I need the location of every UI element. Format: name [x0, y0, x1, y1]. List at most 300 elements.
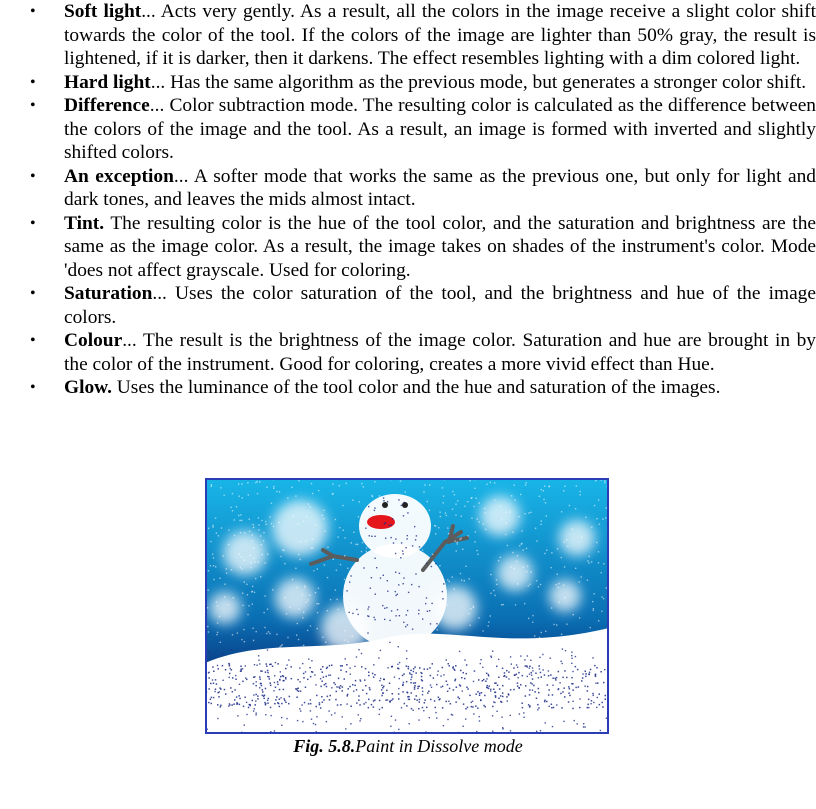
dissolve-speckle	[598, 499, 599, 500]
dissolve-speckle	[566, 624, 567, 625]
dissolve-speckle	[210, 565, 211, 566]
dissolve-speckle	[492, 706, 494, 708]
dissolve-speckle	[303, 521, 304, 522]
dissolve-speckle	[602, 706, 604, 708]
dissolve-speckle	[267, 702, 269, 704]
dissolve-speckle	[521, 703, 523, 705]
dissolve-speckle	[271, 503, 272, 504]
dissolve-speckle	[398, 693, 400, 695]
dissolve-speckle	[369, 689, 371, 691]
dissolve-speckle	[532, 689, 533, 690]
dissolve-speckle	[561, 661, 562, 662]
dissolve-speckle	[524, 513, 525, 514]
dissolve-speckle	[463, 703, 465, 705]
dissolve-speckle	[279, 679, 281, 681]
dissolve-speckle	[593, 695, 594, 696]
dissolve-speckle	[462, 646, 463, 647]
dissolve-speckle	[285, 668, 287, 670]
dissolve-speckle	[596, 667, 598, 669]
dissolve-speckle	[482, 680, 484, 682]
dissolve-speckle	[231, 669, 233, 671]
dissolve-speckle	[217, 622, 218, 623]
dissolve-speckle	[524, 603, 525, 604]
dissolve-speckle	[389, 620, 390, 621]
dissolve-speckle	[342, 665, 344, 667]
dissolve-speckle	[273, 488, 274, 489]
dissolve-speckle	[435, 712, 436, 713]
dissolve-speckle	[585, 671, 587, 673]
dissolve-speckle	[213, 565, 214, 566]
dissolve-speckle	[479, 521, 480, 522]
dissolve-speckle	[255, 714, 256, 715]
dissolve-speckle	[589, 556, 590, 557]
dissolve-speckle	[579, 645, 580, 646]
dissolve-speckle	[398, 584, 399, 585]
dissolve-speckle	[402, 691, 404, 693]
dissolve-speckle	[495, 695, 497, 697]
dissolve-speckle	[241, 556, 242, 557]
dissolve-speckle	[333, 682, 335, 684]
dissolve-speckle	[455, 540, 456, 541]
dissolve-speckle	[585, 676, 587, 678]
dissolve-speckle	[449, 581, 450, 582]
dissolve-speckle	[296, 634, 297, 635]
dissolve-speckle	[399, 678, 400, 679]
dissolve-speckle	[592, 693, 594, 695]
dissolve-speckle	[241, 639, 242, 640]
dissolve-speckle	[422, 707, 424, 709]
dissolve-speckle	[261, 520, 262, 521]
dissolve-speckle	[484, 512, 485, 513]
dissolve-speckle	[236, 704, 237, 705]
dissolve-speckle	[558, 583, 559, 584]
dissolve-speckle	[601, 611, 602, 612]
dissolve-speckle	[259, 481, 260, 482]
dissolve-speckle	[509, 511, 510, 512]
dissolve-speckle	[510, 656, 511, 657]
dissolve-speckle	[270, 707, 272, 709]
dissolve-speckle	[373, 676, 375, 678]
dissolve-speckle	[327, 696, 329, 698]
dissolve-speckle	[579, 707, 581, 709]
dissolve-speckle	[537, 704, 539, 706]
dissolve-speckle	[255, 700, 256, 701]
dissolve-speckle	[455, 701, 457, 703]
dissolve-speckle	[488, 621, 489, 622]
dissolve-speckle	[407, 696, 409, 698]
dissolve-speckle	[431, 566, 432, 567]
dissolve-speckle	[234, 689, 236, 691]
dissolve-speckle	[564, 670, 566, 672]
dissolve-speckle	[588, 707, 589, 708]
dissolve-speckle	[366, 551, 367, 552]
dissolve-speckle	[451, 637, 452, 638]
dissolve-speckle	[406, 658, 407, 659]
dissolve-speckle	[603, 563, 604, 564]
dissolve-speckle	[382, 707, 384, 709]
dissolve-speckle	[232, 691, 234, 693]
dissolve-speckle	[363, 703, 365, 705]
dissolve-speckle	[407, 692, 409, 694]
dissolve-speckle	[297, 690, 299, 692]
dissolve-speckle	[424, 484, 425, 485]
item-description: A softer mode that works the same as the previous one, but only for light and dark tones, and leaves the mids almost intact.	[64, 165, 816, 210]
dissolve-speckle	[584, 726, 585, 727]
dissolve-speckle	[531, 672, 533, 674]
dissolve-speckle	[255, 482, 256, 483]
dissolve-speckle	[485, 681, 487, 683]
dissolve-speckle	[563, 584, 564, 585]
dissolve-speckle	[358, 614, 359, 615]
dissolve-speckle	[208, 688, 210, 690]
dissolve-speckle	[224, 689, 226, 691]
dissolve-speckle	[253, 527, 254, 528]
dissolve-speckle	[272, 666, 274, 668]
dissolve-speckle	[488, 625, 489, 626]
dissolve-speckle	[275, 687, 277, 689]
dissolve-speckle	[507, 545, 508, 546]
dissolve-speckle	[289, 696, 291, 698]
dissolve-speckle	[587, 704, 589, 706]
dissolve-speckle	[605, 698, 607, 700]
dissolve-speckle	[371, 495, 372, 496]
dissolve-speckle	[576, 485, 577, 486]
dissolve-speckle	[233, 597, 234, 598]
dissolve-speckle	[553, 624, 554, 625]
dissolve-speckle	[361, 653, 362, 654]
dissolve-speckle	[366, 693, 368, 695]
dissolve-speckle	[310, 703, 312, 705]
dissolve-speckle	[502, 727, 503, 728]
dissolve-speckle	[254, 708, 255, 709]
dissolve-speckle	[422, 680, 424, 682]
dissolve-speckle	[597, 682, 599, 684]
dissolve-speckle	[605, 695, 607, 697]
dissolve-speckle	[340, 665, 342, 667]
dissolve-speckle	[374, 674, 376, 676]
dissolve-speckle	[372, 673, 374, 675]
dissolve-speckle	[594, 634, 595, 635]
dissolve-speckle	[543, 490, 544, 491]
dissolve-speckle	[240, 567, 241, 568]
dissolve-speckle	[486, 673, 488, 675]
dissolve-speckle	[374, 536, 375, 537]
dissolve-speckle	[303, 612, 304, 613]
dissolve-speckle	[332, 493, 333, 494]
dissolve-speckle	[541, 632, 542, 633]
dissolve-speckle	[571, 655, 572, 656]
dissolve-speckle	[520, 494, 521, 495]
dissolve-speckle	[454, 589, 455, 590]
dissolve-speckle	[558, 688, 560, 690]
dissolve-speckle	[568, 692, 570, 694]
dissolve-speckle	[391, 524, 392, 525]
dissolve-speckle	[331, 665, 333, 667]
dissolve-speckle	[381, 685, 383, 687]
dissolve-speckle	[231, 569, 232, 570]
dissolve-speckle	[375, 594, 376, 595]
snowflake-blob	[275, 578, 315, 618]
dissolve-speckle	[567, 546, 568, 547]
dissolve-speckle	[555, 679, 557, 681]
dissolve-speckle	[331, 714, 332, 715]
dissolve-speckle	[445, 513, 446, 514]
dissolve-speckle	[363, 486, 364, 487]
dissolve-speckle	[401, 505, 402, 506]
dissolve-speckle	[236, 506, 237, 507]
dissolve-speckle	[353, 532, 354, 533]
dissolve-speckle	[532, 622, 533, 623]
dissolve-speckle	[594, 593, 595, 594]
dissolve-speckle	[243, 629, 244, 630]
dissolve-speckle	[258, 561, 259, 562]
dissolve-speckle	[213, 683, 215, 685]
dissolve-speckle	[238, 515, 239, 516]
dissolve-speckle	[407, 610, 408, 611]
dissolve-speckle	[538, 688, 540, 690]
dissolve-speckle	[391, 610, 392, 611]
dissolve-speckle	[384, 608, 385, 609]
dissolve-speckle	[299, 681, 300, 682]
dissolve-speckle	[498, 677, 500, 679]
dissolve-speckle	[210, 541, 211, 542]
dissolve-speckle	[551, 607, 552, 608]
dissolve-speckle	[562, 691, 564, 693]
dissolve-speckle	[288, 703, 290, 705]
dissolve-speckle	[277, 702, 279, 704]
dissolve-speckle	[358, 649, 359, 650]
dissolve-speckle	[383, 497, 384, 498]
dissolve-speckle	[361, 551, 362, 552]
dissolve-speckle	[310, 710, 311, 711]
dissolve-speckle	[578, 686, 580, 688]
dissolve-speckle	[249, 531, 250, 532]
dissolve-speckle	[346, 703, 347, 704]
dissolve-speckle	[207, 626, 208, 627]
dissolve-speckle	[358, 714, 359, 715]
dissolve-speckle	[537, 709, 538, 710]
figure-number: Fig. 5.8.	[293, 736, 356, 756]
dissolve-speckle	[461, 516, 462, 517]
dissolve-speckle	[467, 501, 468, 502]
dissolve-speckle	[361, 483, 362, 484]
dissolve-speckle	[248, 494, 249, 495]
dissolve-speckle	[455, 504, 456, 505]
dissolve-speckle	[395, 553, 396, 554]
dissolve-speckle	[251, 562, 252, 563]
dissolve-speckle	[338, 536, 339, 537]
dissolve-speckle	[514, 674, 516, 676]
dissolve-speckle	[250, 555, 251, 556]
dissolve-speckle	[303, 673, 305, 675]
dissolve-speckle	[323, 699, 325, 701]
dissolve-speckle	[432, 554, 433, 555]
dissolve-speckle	[325, 683, 327, 685]
dissolve-speckle	[390, 537, 391, 538]
dissolve-speckle	[344, 678, 346, 680]
dissolve-speckle	[442, 707, 444, 709]
dissolve-speckle	[447, 527, 448, 528]
dissolve-speckle	[503, 676, 505, 678]
dissolve-speckle	[220, 642, 221, 643]
dissolve-speckle	[571, 658, 572, 659]
figure-caption-text: Paint in Dissolve mode	[355, 736, 523, 756]
dissolve-speckle	[531, 675, 532, 676]
dissolve-speckle	[254, 592, 255, 593]
dissolve-speckle	[283, 689, 285, 691]
dissolve-speckle	[315, 724, 316, 725]
dissolve-speckle	[268, 676, 270, 678]
dissolve-speckle	[411, 676, 413, 678]
dissolve-speckle	[539, 637, 540, 638]
dissolve-speckle	[512, 532, 513, 533]
dissolve-speckle	[461, 538, 462, 539]
dissolve-speckle	[545, 722, 546, 723]
dissolve-speckle	[356, 656, 357, 657]
dissolve-speckle	[274, 730, 275, 731]
dissolve-speckle	[266, 487, 267, 488]
item-description: Acts very gently. As a result, all the colors in the image receive a slight color shift towards the color of the tool. If the colors of the image are lighter than 50% gray, the result is lightened, if it is darker, then it darkens. The effect resembles lighting with a dim colored light.	[64, 1, 816, 69]
dissolve-speckle	[234, 699, 236, 701]
dissolve-speckle	[239, 698, 241, 700]
dissolve-speckle	[486, 484, 487, 485]
dissolve-speckle	[279, 689, 281, 691]
dissolve-speckle	[262, 695, 264, 697]
dissolve-speckle	[520, 684, 522, 686]
dissolve-speckle	[562, 663, 563, 664]
dissolve-speckle	[416, 695, 418, 697]
dissolve-speckle	[297, 720, 298, 721]
dissolve-speckle	[419, 701, 421, 703]
dissolve-speckle	[484, 508, 485, 509]
term-label: Saturation	[64, 283, 153, 304]
dissolve-speckle	[494, 482, 495, 483]
dissolve-speckle	[591, 700, 593, 702]
dissolve-speckle	[508, 678, 509, 679]
dissolve-speckle	[252, 700, 254, 702]
dissolve-speckle	[447, 691, 449, 693]
dissolve-speckle	[514, 485, 515, 486]
dissolve-speckle	[356, 702, 358, 704]
dissolve-speckle	[258, 660, 259, 661]
dissolve-speckle	[596, 707, 597, 708]
dissolve-speckle	[392, 666, 394, 668]
dissolve-speckle	[532, 667, 533, 668]
dissolve-speckle	[326, 721, 327, 722]
dissolve-speckle	[471, 702, 472, 703]
dissolve-speckle	[529, 689, 531, 691]
dissolve-speckle	[398, 499, 399, 500]
dissolve-speckle	[386, 607, 387, 608]
dissolve-speckle	[436, 717, 437, 718]
dissolve-speckle	[448, 663, 450, 665]
dissolve-speckle	[244, 641, 245, 642]
dissolve-speckle	[544, 486, 545, 487]
dissolve-speckle	[595, 480, 596, 481]
dissolve-speckle	[368, 606, 369, 607]
dissolve-speckle	[496, 579, 497, 580]
dissolve-speckle	[232, 677, 234, 679]
dissolve-speckle	[253, 694, 254, 695]
dissolve-speckle	[563, 721, 564, 722]
dissolve-speckle	[582, 677, 584, 679]
dissolve-speckle	[535, 673, 537, 675]
dissolve-speckle	[442, 667, 444, 669]
dissolve-speckle	[323, 518, 324, 519]
dissolve-speckle	[480, 663, 481, 664]
dissolve-speckle	[517, 583, 518, 584]
dissolve-speckle	[523, 712, 524, 713]
dissolve-speckle	[387, 591, 388, 592]
dissolve-speckle	[248, 707, 250, 709]
dissolve-speckle	[599, 524, 600, 525]
dissolve-speckle	[583, 723, 584, 724]
dissolve-speckle	[558, 587, 559, 588]
dissolve-speckle	[478, 617, 479, 618]
dissolve-speckle	[252, 586, 253, 587]
dissolve-speckle	[518, 687, 520, 689]
dissolve-speckle	[217, 718, 218, 719]
dissolve-speckle	[454, 494, 455, 495]
dissolve-speckle	[483, 523, 484, 524]
dissolve-speckle	[581, 537, 582, 538]
dissolve-speckle	[410, 682, 412, 684]
dissolve-speckle	[226, 573, 227, 574]
dissolve-speckle	[571, 663, 572, 664]
dissolve-speckle	[378, 657, 379, 658]
dissolve-speckle	[556, 704, 557, 705]
dissolve-speckle	[472, 701, 473, 702]
dissolve-speckle	[527, 676, 528, 677]
dissolve-speckle	[414, 699, 416, 701]
dissolve-speckle	[469, 625, 470, 626]
dissolve-speckle	[427, 501, 428, 502]
dissolve-speckle	[240, 514, 241, 515]
dissolve-speckle	[406, 665, 408, 667]
dissolve-speckle	[229, 703, 230, 704]
dissolve-speckle	[340, 564, 341, 565]
dissolve-speckle	[330, 675, 331, 676]
dissolve-speckle	[469, 695, 471, 697]
dissolve-speckle	[244, 724, 245, 725]
dissolve-speckle	[480, 659, 481, 660]
dissolve-speckle	[374, 510, 375, 511]
dissolve-speckle	[397, 664, 398, 665]
dissolve-speckle	[229, 673, 231, 675]
dissolve-speckle	[450, 647, 451, 648]
dissolve-speckle	[451, 714, 452, 715]
dissolve-speckle	[548, 486, 549, 487]
dissolve-speckle	[402, 553, 403, 554]
dissolve-speckle	[443, 502, 444, 503]
dissolve-speckle	[256, 481, 257, 482]
dissolve-speckle	[382, 692, 384, 694]
dissolve-speckle	[538, 707, 540, 709]
dissolve-speckle	[240, 666, 242, 668]
dissolve-speckle	[502, 668, 504, 670]
list-item	[30, 165, 816, 212]
dissolve-speckle	[274, 703, 276, 705]
dissolve-speckle	[326, 676, 328, 678]
bullet-icon: •	[30, 97, 36, 114]
dissolve-speckle	[485, 706, 487, 708]
dissolve-speckle	[265, 524, 266, 525]
dissolve-speckle	[280, 676, 282, 678]
dissolve-speckle	[478, 679, 480, 681]
dissolve-speckle	[244, 582, 245, 583]
dissolve-speckle	[474, 541, 475, 542]
dissolve-speckle	[231, 704, 233, 706]
